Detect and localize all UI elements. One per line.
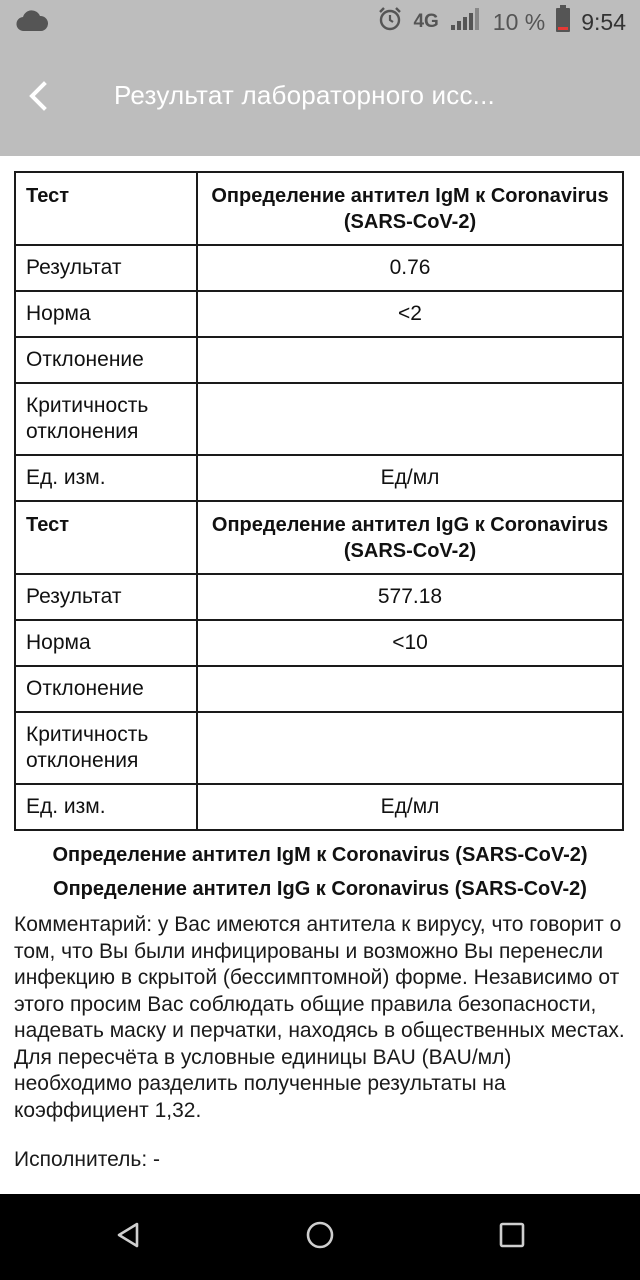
nav-back-icon [115,1221,141,1254]
app-bar [0,44,640,156]
row-value: Ед/мл [197,784,623,830]
row-value: 0.76 [197,245,623,291]
cloud-icon [16,10,48,37]
row-value [197,666,623,712]
page-title: Результат лабораторного исс... [114,80,495,110]
nav-back-button[interactable] [88,1194,168,1280]
results-table [14,171,624,831]
row-value: <10 [197,620,623,666]
row-label: Отклонение [15,666,197,712]
row-label: Ед. изм. [15,784,197,830]
table-row [15,337,623,383]
table-row [15,501,623,574]
table-row [15,383,623,455]
table-row [15,620,623,666]
test-label: Тест [15,172,197,245]
table-row [15,574,623,620]
back-arrow-icon [27,81,49,116]
clipped-heading [16,156,436,162]
battery-percent: 10 % [492,8,546,35]
row-value: <2 [197,291,623,337]
table-row [15,291,623,337]
row-label: Норма [15,620,197,666]
test-name: Определение антител IgG к Coronavirus (SARS-CoV-2) [197,501,623,574]
nav-recents-icon [499,1222,525,1253]
row-label: Критичность отклонения [15,383,197,455]
row-label: Результат [15,574,197,620]
row-value: 577.18 [197,574,623,620]
row-label: Критичность отклонения [15,712,197,784]
test-name: Определение антител IgM к Coronavirus (SARS-CoV-2) [197,172,623,245]
table-row [15,172,623,245]
table-row [15,784,623,830]
table-row [15,245,623,291]
nav-home-button[interactable] [280,1194,360,1280]
nav-home-icon [305,1220,335,1255]
row-label: Ед. изм. [15,455,197,501]
row-label: Результат [15,245,197,291]
report-content[interactable] [0,156,640,1194]
summary-line-igg: Определение антител IgG к Coronavirus (SARS-CoV-2) [53,878,587,900]
nav-recents-button[interactable] [472,1194,552,1280]
executor-text: Исполнитель: - [14,1148,160,1171]
summary-line-igm: Определение антител IgM к Coronavirus (SARS-CoV-2) [52,844,588,866]
table-row [15,455,623,501]
table-row [15,712,623,784]
row-label: Отклонение [15,337,197,383]
test-label: Тест [15,501,197,574]
table-row [15,666,623,712]
row-value [197,712,623,784]
row-value [197,337,623,383]
status-bar [0,0,640,44]
navigation-bar [0,1194,640,1280]
comment-text: Комментарий: у Вас имеются антитела к вирусу, что говорит о том, что Вы были инфицированы и возможно Вы перенесли инфекцию в скрытой (бессимптомной) форме. Независимо от этого просим Вас соблюдать общие правила безопасности, надевать маску и перчатки, находясь в общественных местах. Для пересчёта в условные единицы BAU (BAU/мл) необходимо разделить полученные результаты на коэффициент 1,32. [14,913,625,1122]
row-value: Ед/мл [197,455,623,501]
battery-icon [555,5,571,39]
row-label: Норма [15,291,197,337]
status-indicators [377,0,626,44]
back-button[interactable] [14,74,62,122]
clock: 9:54 [581,8,626,35]
signal-icon [449,7,483,37]
row-value [197,383,623,455]
network-type: 4G [413,11,439,32]
alarm-icon [377,6,403,38]
